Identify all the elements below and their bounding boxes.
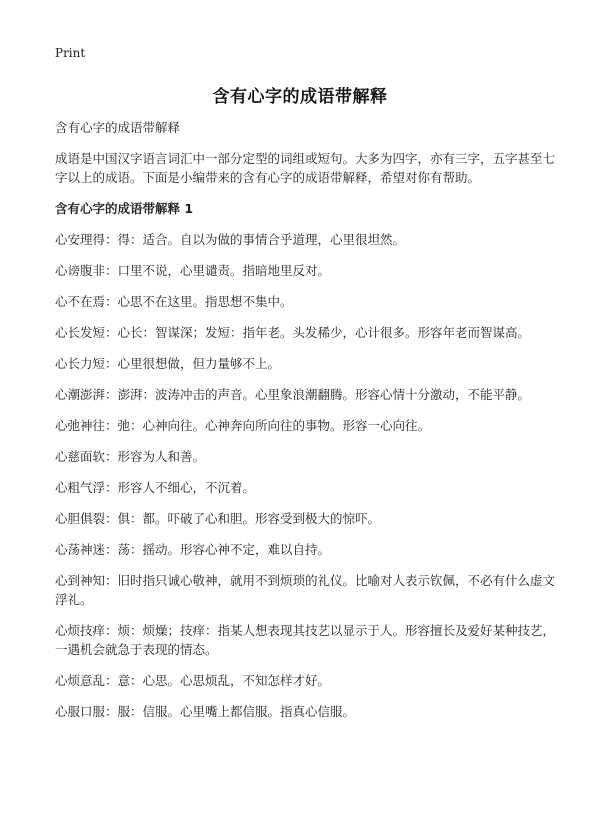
document-body <box>55 118 555 733</box>
idiom-entry: 心慈面软：形容为人和善。 <box>55 449 206 464</box>
idiom-entry: 心长发短：心长：智谋深；发短：指年老。头发稀少，心计很多。形容年老而智谋高。 <box>55 325 531 340</box>
idiom-entry: 心潮澎湃：澎湃：波涛冲击的声音。心里象浪潮翻腾。形容心情十分激动，不能平静。 <box>55 387 531 402</box>
idiom-entry: 心服口服：服：信服。心里嘴上都信服。指真心信服。 <box>55 704 356 719</box>
section-heading: 含有心字的成语带解释 1 <box>55 201 194 216</box>
idiom-entry: 心烦技痒：烦：烦燥；技痒：指某人想表现其技艺以显示于人。形容擅长及爱好某种技艺，一遇机会就急于表现的情态。 <box>55 623 556 657</box>
idiom-entry: 心粗气浮：形容人不细心，不沉着。 <box>55 480 256 495</box>
idiom-entry: 心胆俱裂：俱：都。吓破了心和胆。形容受到极大的惊吓。 <box>55 511 381 526</box>
idiom-entry: 心荡神迷：荡：摇动。形容心神不定，难以自持。 <box>55 542 331 557</box>
document-title: 含有心字的成语带解释 <box>212 87 388 107</box>
document-subtitle: 含有心字的成语带解释 <box>55 120 181 135</box>
idiom-entry: 心谤腹非：口里不说，心里谴责。指暗地里反对。 <box>55 263 331 278</box>
idiom-entry: 心到神知：旧时指只诚心敬神，就用不到烦琐的礼仪。比喻对人表示钦佩，不必有什么虚文浮礼。 <box>55 573 556 607</box>
idiom-entry: 心安理得：得：适合。自以为做的事情合乎道理，心里很坦然。 <box>55 232 406 247</box>
print-link[interactable]: Print <box>55 46 86 60</box>
idiom-entry: 心弛神往：弛：心神向往。心神奔向所向往的事物。形容一心向往。 <box>55 418 431 433</box>
idiom-entry: 心烦意乱：意：心思。心思烦乱，不知怎样才好。 <box>55 673 331 688</box>
idiom-entry: 心长力短：心里很想做，但力量够不上。 <box>55 356 281 371</box>
idiom-entry: 心不在焉：心思不在这里。指思想不集中。 <box>55 294 293 309</box>
intro-paragraph: 成语是中国汉字语言词汇中一部分定型的词组或短句。大多为四字，亦有三字，五字甚至七字以上的成语。下面是小编带来的含有心字的成语带解释，希望对你有帮助。 <box>55 151 556 185</box>
